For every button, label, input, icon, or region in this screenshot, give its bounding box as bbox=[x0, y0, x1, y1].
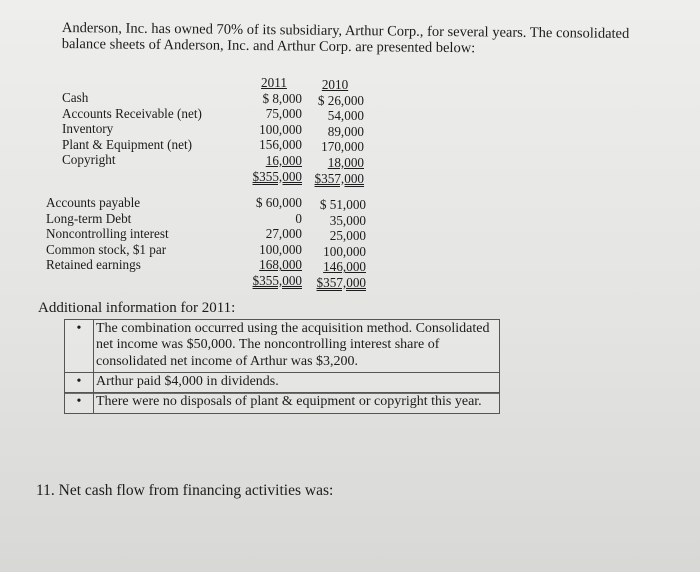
year-header-2010: 2010 bbox=[321, 77, 349, 92]
asset-value-last: 16,000 bbox=[265, 152, 302, 168]
asset-label-inventory: Inventory bbox=[62, 121, 114, 137]
asset-label-ppe: Plant & Equipment (net) bbox=[62, 136, 193, 152]
liab-total-2011: $355,000 bbox=[252, 272, 302, 288]
bullet-icon: • bbox=[76, 374, 82, 390]
assets-col-2010 bbox=[306, 77, 364, 186]
asset-value: 156,000 bbox=[259, 137, 302, 153]
asset-label-ar: Accounts Receivable (net) bbox=[62, 105, 202, 121]
intro-paragraph: Anderson, Inc. has owned 70% of its subsidiary, Arthur Corp., for several years. The consolidated balance sheets of Anderson, Inc. and Arthur Corp. are presented below: bbox=[61, 20, 630, 57]
liab-value: 35,000 bbox=[329, 212, 366, 228]
asset-value: $ 8,000 bbox=[262, 90, 302, 106]
asset-value: 100,000 bbox=[259, 121, 302, 137]
info-bullet-text: The combination occurred using the acquisition method. Consolidated net income was $50,000. The noncontrolling interest share of consolidated net income of Arthur was $3,200. bbox=[93, 320, 499, 373]
asset-label-copyright: Copyright bbox=[62, 152, 116, 168]
asset-value: $ 26,000 bbox=[317, 92, 364, 108]
liab-value bbox=[306, 259, 366, 275]
liab-value: 27,000 bbox=[265, 226, 302, 242]
info-bullet-row bbox=[64, 319, 500, 374]
liabilities-labels bbox=[46, 195, 169, 273]
liab-value: 100,000 bbox=[323, 243, 366, 259]
liab-label-nci: Noncontrolling interest bbox=[46, 226, 169, 242]
asset-total bbox=[306, 171, 364, 187]
liab-total bbox=[306, 275, 366, 291]
liab-value: 0 bbox=[295, 210, 302, 226]
asset-value bbox=[306, 155, 364, 171]
liabilities-col-2011 bbox=[240, 195, 302, 289]
assets-total-2010: $357,000 bbox=[314, 170, 364, 186]
liabilities-col-2010 bbox=[306, 197, 366, 291]
bullet-icon: • bbox=[76, 394, 82, 410]
assets-labels bbox=[62, 90, 202, 168]
liab-value-last: 146,000 bbox=[323, 259, 366, 275]
asset-value: 75,000 bbox=[265, 106, 302, 122]
asset-total bbox=[246, 169, 302, 185]
liab-label-cs: Common stock, $1 par bbox=[46, 241, 167, 257]
question-11: 11. Net cash flow from financing activities was: bbox=[36, 482, 334, 499]
assets-total-2011: $355,000 bbox=[252, 168, 302, 184]
asset-value-last: 18,000 bbox=[327, 154, 364, 170]
assets-col-2011 bbox=[246, 75, 302, 184]
liab-value: 25,000 bbox=[329, 228, 366, 244]
liab-value: $ 60,000 bbox=[255, 195, 302, 210]
bullet-icon: • bbox=[76, 320, 82, 336]
liab-total-2010: $357,000 bbox=[316, 274, 366, 290]
asset-value: 89,000 bbox=[327, 123, 364, 139]
liab-label-ltd: Long-term Debt bbox=[46, 210, 132, 226]
asset-label-cash: Cash bbox=[62, 90, 89, 105]
liab-value bbox=[240, 257, 302, 273]
info-bullet-row bbox=[64, 392, 500, 414]
asset-value: 170,000 bbox=[321, 139, 364, 155]
asset-value bbox=[246, 153, 302, 169]
liab-total bbox=[240, 273, 302, 289]
additional-info-heading: Additional information for 2011: bbox=[38, 300, 236, 316]
asset-value: 54,000 bbox=[327, 108, 364, 124]
liab-value: 100,000 bbox=[259, 241, 302, 257]
info-bullet-text: Arthur paid $4,000 in dividends. bbox=[93, 373, 499, 393]
additional-info-box bbox=[64, 320, 500, 414]
info-bullet-row bbox=[64, 372, 500, 394]
liab-label-re: Retained earnings bbox=[46, 257, 141, 273]
liab-value-last: 168,000 bbox=[259, 257, 302, 273]
liab-label-ap: Accounts payable bbox=[46, 195, 141, 210]
liab-value: $ 51,000 bbox=[319, 197, 366, 212]
info-bullet-text: There were no disposals of plant & equipment or copyright this year. bbox=[93, 393, 499, 413]
year-header-2011: 2011 bbox=[261, 75, 287, 90]
